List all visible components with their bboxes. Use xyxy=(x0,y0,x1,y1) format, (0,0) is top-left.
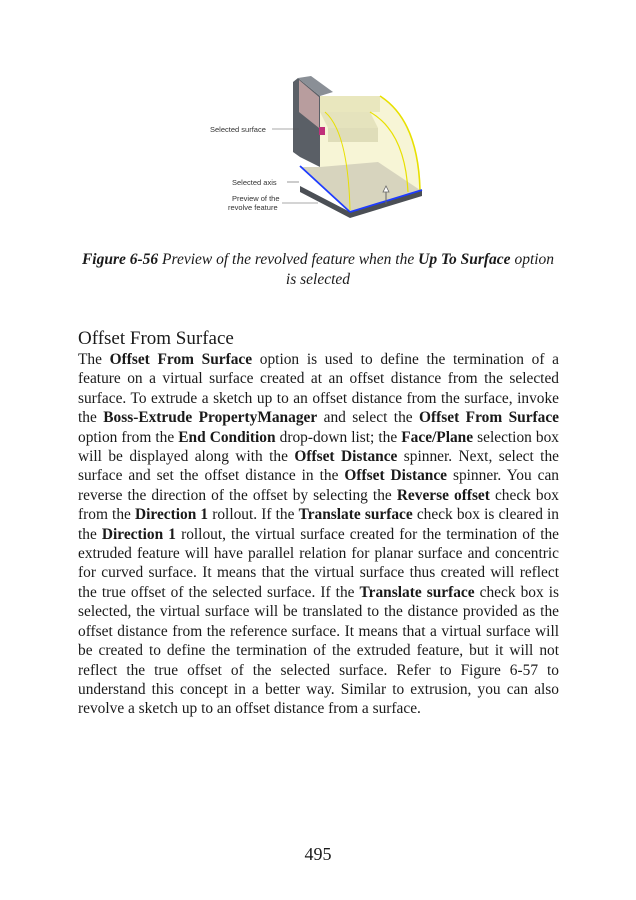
figure-caption xyxy=(80,250,556,290)
bold-term: Offset From Surface xyxy=(419,409,560,427)
label-selected-axis: Selected axis xyxy=(232,178,277,187)
revolve-preview-illustration xyxy=(200,72,440,222)
paragraph-text: rollout. If the xyxy=(208,506,299,524)
paragraph-text: check box from the xyxy=(78,486,560,524)
bold-term: Boss-Extrude PropertyManager xyxy=(103,409,318,427)
bold-term: Offset From Surface xyxy=(109,351,253,368)
label-selected-surface: Selected surface xyxy=(210,125,266,134)
paragraph-text: selection box will be displayed along with the xyxy=(78,428,559,466)
bold-term: End Condition xyxy=(178,428,276,446)
selection-marker xyxy=(319,127,325,135)
bold-term: Translate surface xyxy=(359,583,475,601)
paragraph-text: option is used to define the termination of a feature on a virtual surface created at an offset distance from the selected surface. To extrude a sketch up to an offset distance from the surface, invoke the xyxy=(78,351,559,427)
paragraph-text: spinner. You can reverse the direction of the offset by selecting the xyxy=(78,467,559,504)
paragraph-text: check box is selected, the virtual surface will be translated to the distance provided as the offset distance from the reference surface. It means that a virtual surface will be created to define the termination of the extruded feature, but it will not reflect the true offset of the selected surface. Refer to Figure 6-57 to understand this concept in a better way. Similar to extrusion, you can also revolve a sketch up to an offset distance from a surface. xyxy=(78,583,559,718)
paragraph-text: check box is cleared in the xyxy=(78,506,559,543)
paragraph-text: drop-down list; the xyxy=(275,428,402,446)
label-preview-line2: revolve feature xyxy=(228,203,278,212)
paragraph-text: rollout, the virtual surface created for the termination of the extruded feature will have parallel relation for planar surface and concentric for curved surface. It means that the virtual surface thus created will reflect the true offset of the selected surface. If the xyxy=(78,525,559,601)
bold-term: Face/Plane xyxy=(401,428,474,446)
figure-revolved-preview xyxy=(200,72,440,222)
paragraph-text: option from the xyxy=(78,428,179,446)
caption-text-2: option is selected xyxy=(285,251,555,288)
page-number: 495 xyxy=(304,844,332,864)
paragraph-text: The xyxy=(78,351,110,368)
figure-number: Figure 6-56 xyxy=(81,251,159,268)
paragraph-text: and select the xyxy=(317,409,420,427)
bold-term: Reverse offset xyxy=(396,486,490,504)
section-heading: Offset From Surface xyxy=(78,328,234,349)
label-preview-line1: Preview of the xyxy=(232,194,280,203)
caption-bold-option: Up To Surface xyxy=(418,251,511,268)
bold-term: Offset Distance xyxy=(344,467,447,485)
body-paragraph xyxy=(78,350,559,719)
bold-term: Offset Distance xyxy=(294,448,398,466)
bold-term: Direction 1 xyxy=(135,506,209,524)
caption-text-1: Preview of the revolved feature when the xyxy=(158,251,419,268)
paragraph-text: spinner. Next, select the surface and set the offset distance in the xyxy=(78,448,559,485)
bold-term: Direction 1 xyxy=(101,525,176,543)
bold-term: Translate surface xyxy=(298,506,413,524)
